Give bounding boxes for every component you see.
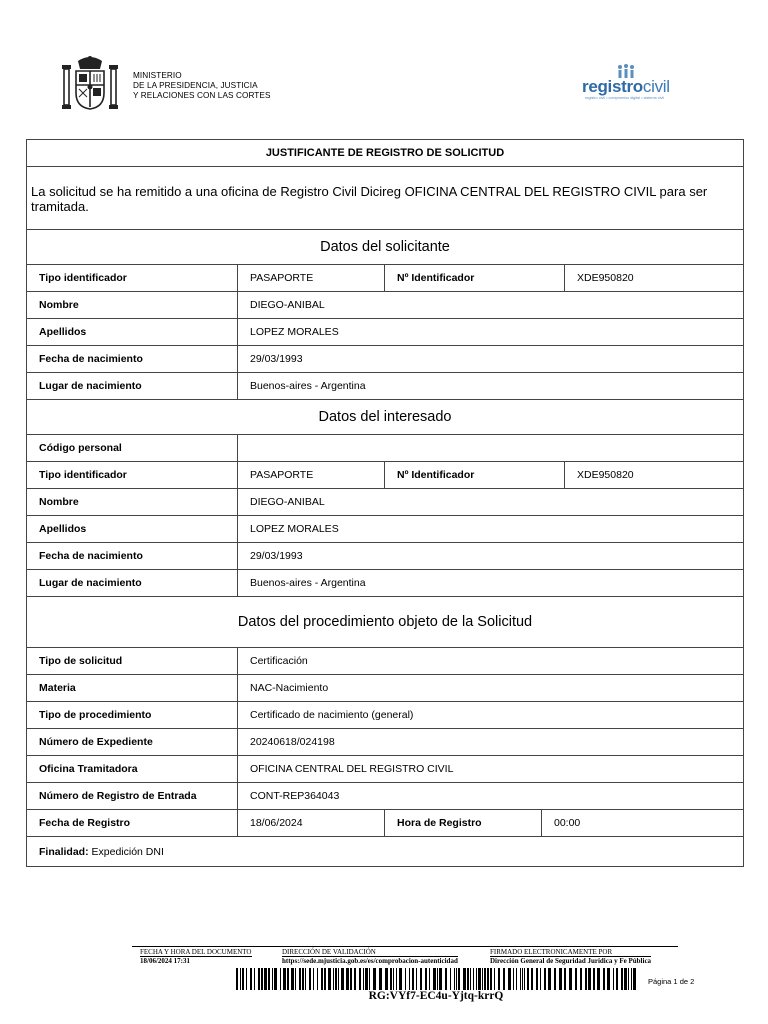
- barcode-bar: [250, 968, 252, 990]
- barcode-bar: [283, 968, 286, 990]
- barcode-bar: [522, 968, 523, 990]
- footer-divider: [132, 946, 678, 947]
- field-value: Certificado de nacimiento (general): [250, 709, 414, 721]
- barcode-bar: [338, 968, 339, 990]
- barcode-bar: [621, 968, 623, 990]
- field-label: Tipo de procedimiento: [27, 702, 238, 728]
- barcode-bar: [264, 968, 267, 990]
- form-title-row: [27, 140, 743, 167]
- logo-wordmark: [582, 77, 670, 97]
- table-row: [27, 783, 743, 810]
- barcode-bar: [261, 968, 263, 990]
- barcode-bar: [631, 968, 632, 990]
- barcode-bar: [416, 968, 417, 990]
- message-row: [27, 167, 743, 230]
- barcode-bar: [548, 968, 551, 990]
- field-label: Lugar de nacimiento: [27, 570, 238, 596]
- field-label: Nº Identificador: [385, 265, 565, 291]
- section-heading-procedimiento: Datos del procedimiento objeto de la Solicitud: [237, 614, 533, 630]
- page-number: Página 1 de 2: [648, 977, 695, 986]
- barcode-bar: [585, 968, 587, 990]
- footer-value: 18/06/2024 17:31: [140, 957, 190, 965]
- barcode-bar: [324, 968, 326, 990]
- barcode-bar: [328, 968, 331, 990]
- barcode-bar: [393, 968, 394, 990]
- barcode-bar: [379, 968, 382, 990]
- barcode-bar: [365, 968, 368, 990]
- table-row: [27, 810, 743, 837]
- field-value: PASAPORTE: [238, 462, 385, 488]
- barcode-bar: [445, 968, 447, 990]
- barcode-bar: [490, 968, 492, 990]
- table-row: [27, 516, 743, 543]
- field-value: LOPEZ MORALES: [250, 523, 339, 535]
- barcode-bar: [516, 968, 517, 990]
- barcode-bar: [405, 968, 406, 990]
- table-row: [27, 346, 743, 373]
- barcode-bar: [616, 968, 618, 990]
- barcode-bar: [498, 968, 500, 990]
- table-row: [27, 489, 743, 516]
- field-value: 20240618/024198: [250, 736, 335, 748]
- field-label: Fecha de nacimiento: [27, 346, 238, 372]
- barcode-bar: [399, 968, 402, 990]
- barcode-bar: [439, 968, 442, 990]
- barcode-bar: [473, 968, 474, 990]
- barcode-bar: [454, 968, 455, 990]
- barcode-bar: [628, 968, 629, 990]
- field-value: 29/03/1993: [250, 550, 303, 562]
- field-label: Fecha de nacimiento: [27, 543, 238, 569]
- barcode-bar: [240, 968, 241, 990]
- table-row: [27, 837, 743, 867]
- barcode-bar: [333, 968, 334, 990]
- section-row: [27, 230, 743, 265]
- field-label: Tipo de solicitud: [27, 648, 238, 674]
- barcode-bar: [317, 968, 318, 990]
- barcode-bar: [242, 968, 244, 990]
- ministry-name: [133, 71, 271, 101]
- section-row: [27, 400, 743, 435]
- barcode-bar: [580, 968, 582, 990]
- footer-value: Dirección General de Seguridad Jurídica y Fe Pública: [490, 957, 652, 965]
- field-value: LOPEZ MORALES: [250, 326, 339, 338]
- barcode-bar: [467, 968, 469, 990]
- barcode-bar: [613, 968, 614, 990]
- barcode-bar: [554, 968, 556, 990]
- submission-message: La solicitud se ha remitido a una oficina de Registro Civil Dicireg OFICINA CENTRAL DEL REGISTRO CIVIL para ser tramitada.: [31, 184, 708, 214]
- field-value: NAC-Nacimiento: [250, 682, 329, 694]
- footer-label: DIRECCIÓN DE VALIDACIÓN: [282, 948, 458, 957]
- field-label: Materia: [27, 675, 238, 701]
- barcode-bar: [450, 968, 451, 990]
- field-value: Expedición DNI: [88, 845, 164, 858]
- barcode-bar: [597, 968, 600, 990]
- table-row: [27, 265, 743, 292]
- field-value: Buenos-aires - Argentina: [250, 380, 366, 392]
- barcode-bar: [607, 968, 610, 990]
- verification-code: RG:VYf7-EC4u-Yjtq-krrQ: [368, 990, 504, 1002]
- barcode-bar: [359, 968, 361, 990]
- barcode-bar: [373, 968, 376, 990]
- barcode-bar: [559, 968, 562, 990]
- field-value: 18/06/2024: [238, 810, 385, 836]
- barcode-icon: [236, 968, 636, 990]
- table-row: [27, 756, 743, 783]
- field-value: Certificación: [250, 655, 308, 667]
- barcode-bar: [494, 968, 495, 990]
- barcode-bar: [527, 968, 529, 990]
- field-label: Nombre: [27, 489, 238, 515]
- barcode-bar: [390, 968, 392, 990]
- barcode-bar: [341, 968, 344, 990]
- barcode-bar: [299, 968, 301, 990]
- table-row: [27, 570, 743, 597]
- field-label: Número de Registro de Entrada: [27, 783, 238, 809]
- registro-civil-logo: [582, 64, 682, 104]
- barcode-bar: [633, 968, 636, 990]
- barcode-bar: [254, 968, 255, 990]
- section-heading-interesado: Datos del interesado: [318, 409, 452, 425]
- table-row: [27, 373, 743, 400]
- form-title: JUSTIFICANTE DE REGISTRO DE SOLICITUD: [265, 147, 505, 159]
- ministry-line: MINISTERIO: [133, 71, 182, 80]
- field-label: Tipo identificador: [27, 265, 238, 291]
- barcode-bar: [363, 968, 364, 990]
- section-row: [27, 597, 743, 648]
- table-row: [27, 319, 743, 346]
- barcode-bar: [287, 968, 289, 990]
- barcode-bar: [412, 968, 414, 990]
- barcode-bar: [536, 968, 538, 990]
- barcode-bar: [272, 968, 273, 990]
- document-header: [0, 0, 768, 130]
- footer-validation-block: [282, 948, 458, 965]
- field-value: XDE950820: [577, 469, 634, 481]
- barcode-bar: [433, 968, 436, 990]
- ministry-line: Y RELACIONES CON LAS CORTES: [133, 91, 271, 100]
- table-row: [27, 543, 743, 570]
- finalidad-field: [27, 837, 743, 866]
- table-row: [27, 292, 743, 319]
- field-label: Finalidad:: [39, 845, 89, 858]
- barcode-bar: [437, 968, 438, 990]
- barcode-bar: [313, 968, 314, 990]
- table-row: [27, 435, 743, 462]
- logo-tagline: registro civil • compromiso digital • sistema civil: [585, 96, 665, 100]
- barcode-bar: [425, 968, 427, 990]
- barcode-bar: [302, 968, 304, 990]
- field-value: 00:00: [554, 817, 581, 829]
- barcode-bar: [429, 968, 430, 990]
- coat-of-arms-icon: [60, 55, 120, 113]
- field-label: Oficina Tramitadora: [27, 756, 238, 782]
- barcode-bar: [484, 968, 486, 990]
- field-label: Tipo identificador: [27, 462, 238, 488]
- field-value: Buenos-aires - Argentina: [250, 577, 366, 589]
- barcode-bar: [524, 968, 525, 990]
- barcode-bar: [564, 968, 566, 990]
- barcode-bar: [508, 968, 511, 990]
- field-label: Lugar de nacimiento: [27, 373, 238, 399]
- field-label: Número de Expediente: [27, 729, 238, 755]
- barcode-bar: [396, 968, 397, 990]
- field-value: DIEGO-ANIBAL: [250, 496, 325, 508]
- barcode-bar: [463, 968, 466, 990]
- field-label: Apellidos: [27, 516, 238, 542]
- barcode-bar: [321, 968, 323, 990]
- barcode-bar: [258, 968, 260, 990]
- ministry-line: DE LA PRESIDENCIA, JUSTICIA: [133, 81, 258, 90]
- barcode-bar: [295, 968, 296, 990]
- field-value: [238, 435, 743, 461]
- table-row: [27, 729, 743, 756]
- barcode-bar: [569, 968, 572, 990]
- field-value: CONT-REP364043: [250, 790, 340, 802]
- barcode-bar: [291, 968, 294, 990]
- field-label: Hora de Registro: [385, 810, 542, 836]
- footer-label: FECHA Y HORA DEL DOCUMENTO: [140, 948, 252, 956]
- barcode-bar: [246, 968, 247, 990]
- barcode-bar: [346, 968, 349, 990]
- barcode-bar: [478, 968, 481, 990]
- barcode-bar: [369, 968, 370, 990]
- barcode-bar: [409, 968, 410, 990]
- table-row: [27, 462, 743, 489]
- barcode-bar: [520, 968, 521, 990]
- barcode-bar: [593, 968, 595, 990]
- table-row: [27, 675, 743, 702]
- validation-url-link[interactable]: https://sede.mjusticia.gob.es/es/comprobacion-autenticidad: [282, 957, 458, 965]
- section-heading-solicitante: Datos del solicitante: [320, 239, 450, 255]
- logo-word-civil: civil: [642, 77, 670, 96]
- justificante-form: [26, 139, 744, 867]
- barcode-bar: [540, 968, 541, 990]
- field-label: Código personal: [27, 435, 238, 461]
- field-value: 29/03/1993: [250, 353, 303, 365]
- barcode-bar: [385, 968, 388, 990]
- barcode-bar: [513, 968, 514, 990]
- field-value: PASAPORTE: [238, 265, 385, 291]
- barcode-bar: [335, 968, 337, 990]
- footer-signed-block: [490, 948, 651, 965]
- barcode-bar: [280, 968, 281, 990]
- barcode-bar: [268, 968, 270, 990]
- barcode-bar: [603, 968, 605, 990]
- field-value: DIEGO-ANIBAL: [250, 299, 325, 311]
- barcode-bar: [456, 968, 457, 990]
- barcode-bar: [487, 968, 489, 990]
- field-label: Nº Identificador: [385, 462, 565, 488]
- barcode-bar: [588, 968, 591, 990]
- footer-label: FIRMADO ELECTRONICAMENTE POR: [490, 948, 651, 957]
- barcode-bar: [305, 968, 306, 990]
- barcode-bar: [350, 968, 352, 990]
- field-value: XDE950820: [577, 272, 634, 284]
- barcode-bar: [531, 968, 533, 990]
- barcode-bar: [476, 968, 477, 990]
- field-value: OFICINA CENTRAL DEL REGISTRO CIVIL: [250, 763, 454, 775]
- barcode-bar: [236, 968, 238, 990]
- logo-word-registro: registro: [582, 77, 643, 96]
- barcode-bar: [309, 968, 311, 990]
- field-label: Apellidos: [27, 319, 238, 345]
- table-row: [27, 702, 743, 729]
- field-label: Nombre: [27, 292, 238, 318]
- barcode-bar: [544, 968, 546, 990]
- table-row: [27, 648, 743, 675]
- barcode-bar: [354, 968, 356, 990]
- barcode-bar: [470, 968, 471, 990]
- barcode-bar: [624, 968, 627, 990]
- barcode-bar: [420, 968, 422, 990]
- barcode-bar: [482, 968, 483, 990]
- field-label: Fecha de Registro: [27, 810, 238, 836]
- barcode-bar: [458, 968, 460, 990]
- barcode-bar: [575, 968, 577, 990]
- footer-date-block: [140, 948, 252, 965]
- barcode-bar: [274, 968, 277, 990]
- logo-figures-icon: [616, 64, 636, 78]
- barcode-bar: [503, 968, 505, 990]
